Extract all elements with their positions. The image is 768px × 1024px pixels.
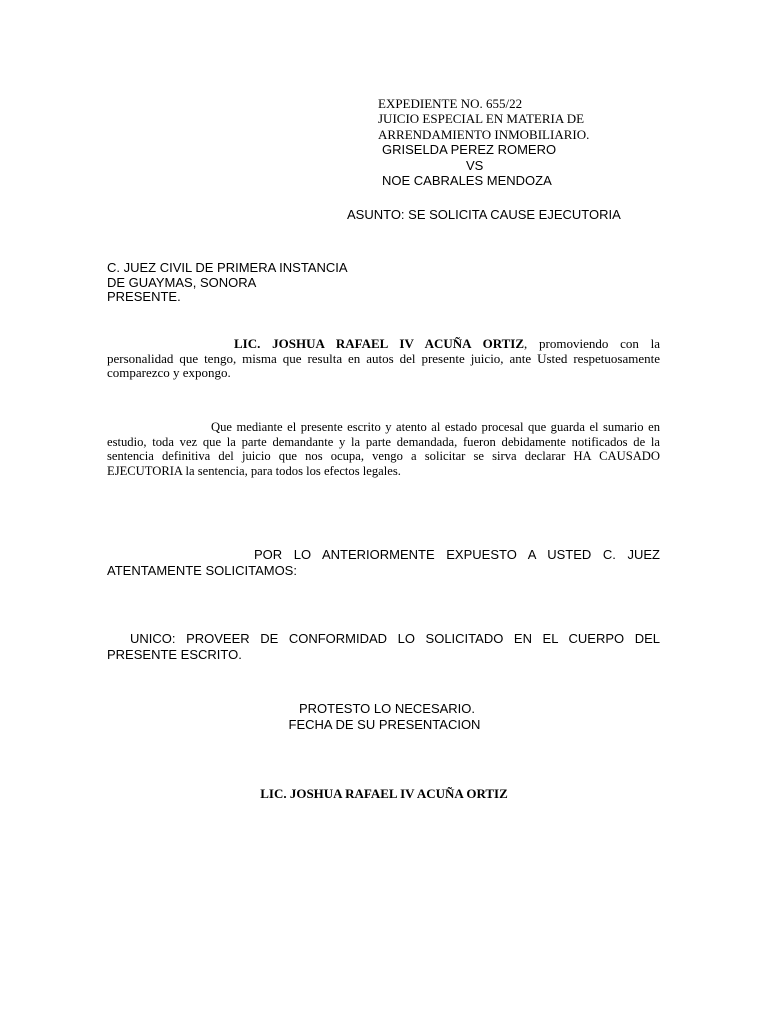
addressee-line2: DE GUAYMAS, SONORA	[107, 274, 257, 290]
addressee-line3: PRESENTE.	[107, 289, 181, 304]
closing-line2: FECHA DE SU PRESENTACION	[288, 716, 481, 732]
petition-text: UNICO: PROVEER DE CONFORMIDAD LO SOLICITADO EN EL CUERPO DEL PRESENTE ESCRITO.	[107, 631, 660, 662]
body-paragraph-text: Que mediante el presente escrito y atento al estado procesal que guarda el sumario en estudio, toda vez que la parte demandante y la parte demandada, fueron debidamente notificados de la sentencia definitiva del juicio que nos ocupa, vengo a solicitar se sirva declarar HA CAUSADO EJECUTORIA la sentencia, para todos los efectos legales.	[107, 420, 660, 478]
signature-name	[0, 786, 768, 802]
addressee-block	[107, 261, 348, 305]
case-header	[378, 96, 589, 188]
intro-text: , promoviendo con la personalidad que tengo, misma que resulta en autos del presente juicio, ante Usted respetuosamente comparezco y expongo.	[107, 336, 660, 380]
case-number: EXPEDIENTE NO. 655/22	[378, 96, 523, 111]
case-type-line1: JUICIO ESPECIAL EN MATERIA DE	[378, 111, 585, 127]
subject-line: ASUNTO: SE SOLICITA CAUSE EJECUTORIA	[347, 207, 621, 222]
case-type-line2: ARRENDAMIENTO INMOBILIARIO.	[378, 126, 590, 142]
plaintiff-name: GRISELDA PEREZ ROMERO	[382, 142, 557, 158]
defendant-name: NOE CABRALES MENDOZA	[382, 173, 552, 189]
request-paragraph	[107, 547, 660, 578]
versus-label: VS	[466, 157, 484, 173]
body-paragraph	[107, 420, 660, 478]
closing-line1: PROTESTO LO NECESARIO.	[298, 701, 476, 716]
lawyer-name: LIC. JOSHUA RAFAEL IV ACUÑA ORTIZ	[234, 336, 525, 351]
addressee-line1: C. JUEZ CIVIL DE PRIMERA INSTANCIA	[107, 260, 348, 275]
signature-text: LIC. JOSHUA RAFAEL IV ACUÑA ORTIZ	[260, 786, 508, 801]
closing-block	[0, 701, 768, 732]
petition-paragraph	[107, 631, 660, 662]
request-text: POR LO ANTERIORMENTE EXPUESTO A USTED C. JUEZ ATENTAMENTE SOLICITAMOS:	[107, 547, 660, 578]
intro-paragraph	[107, 337, 660, 381]
